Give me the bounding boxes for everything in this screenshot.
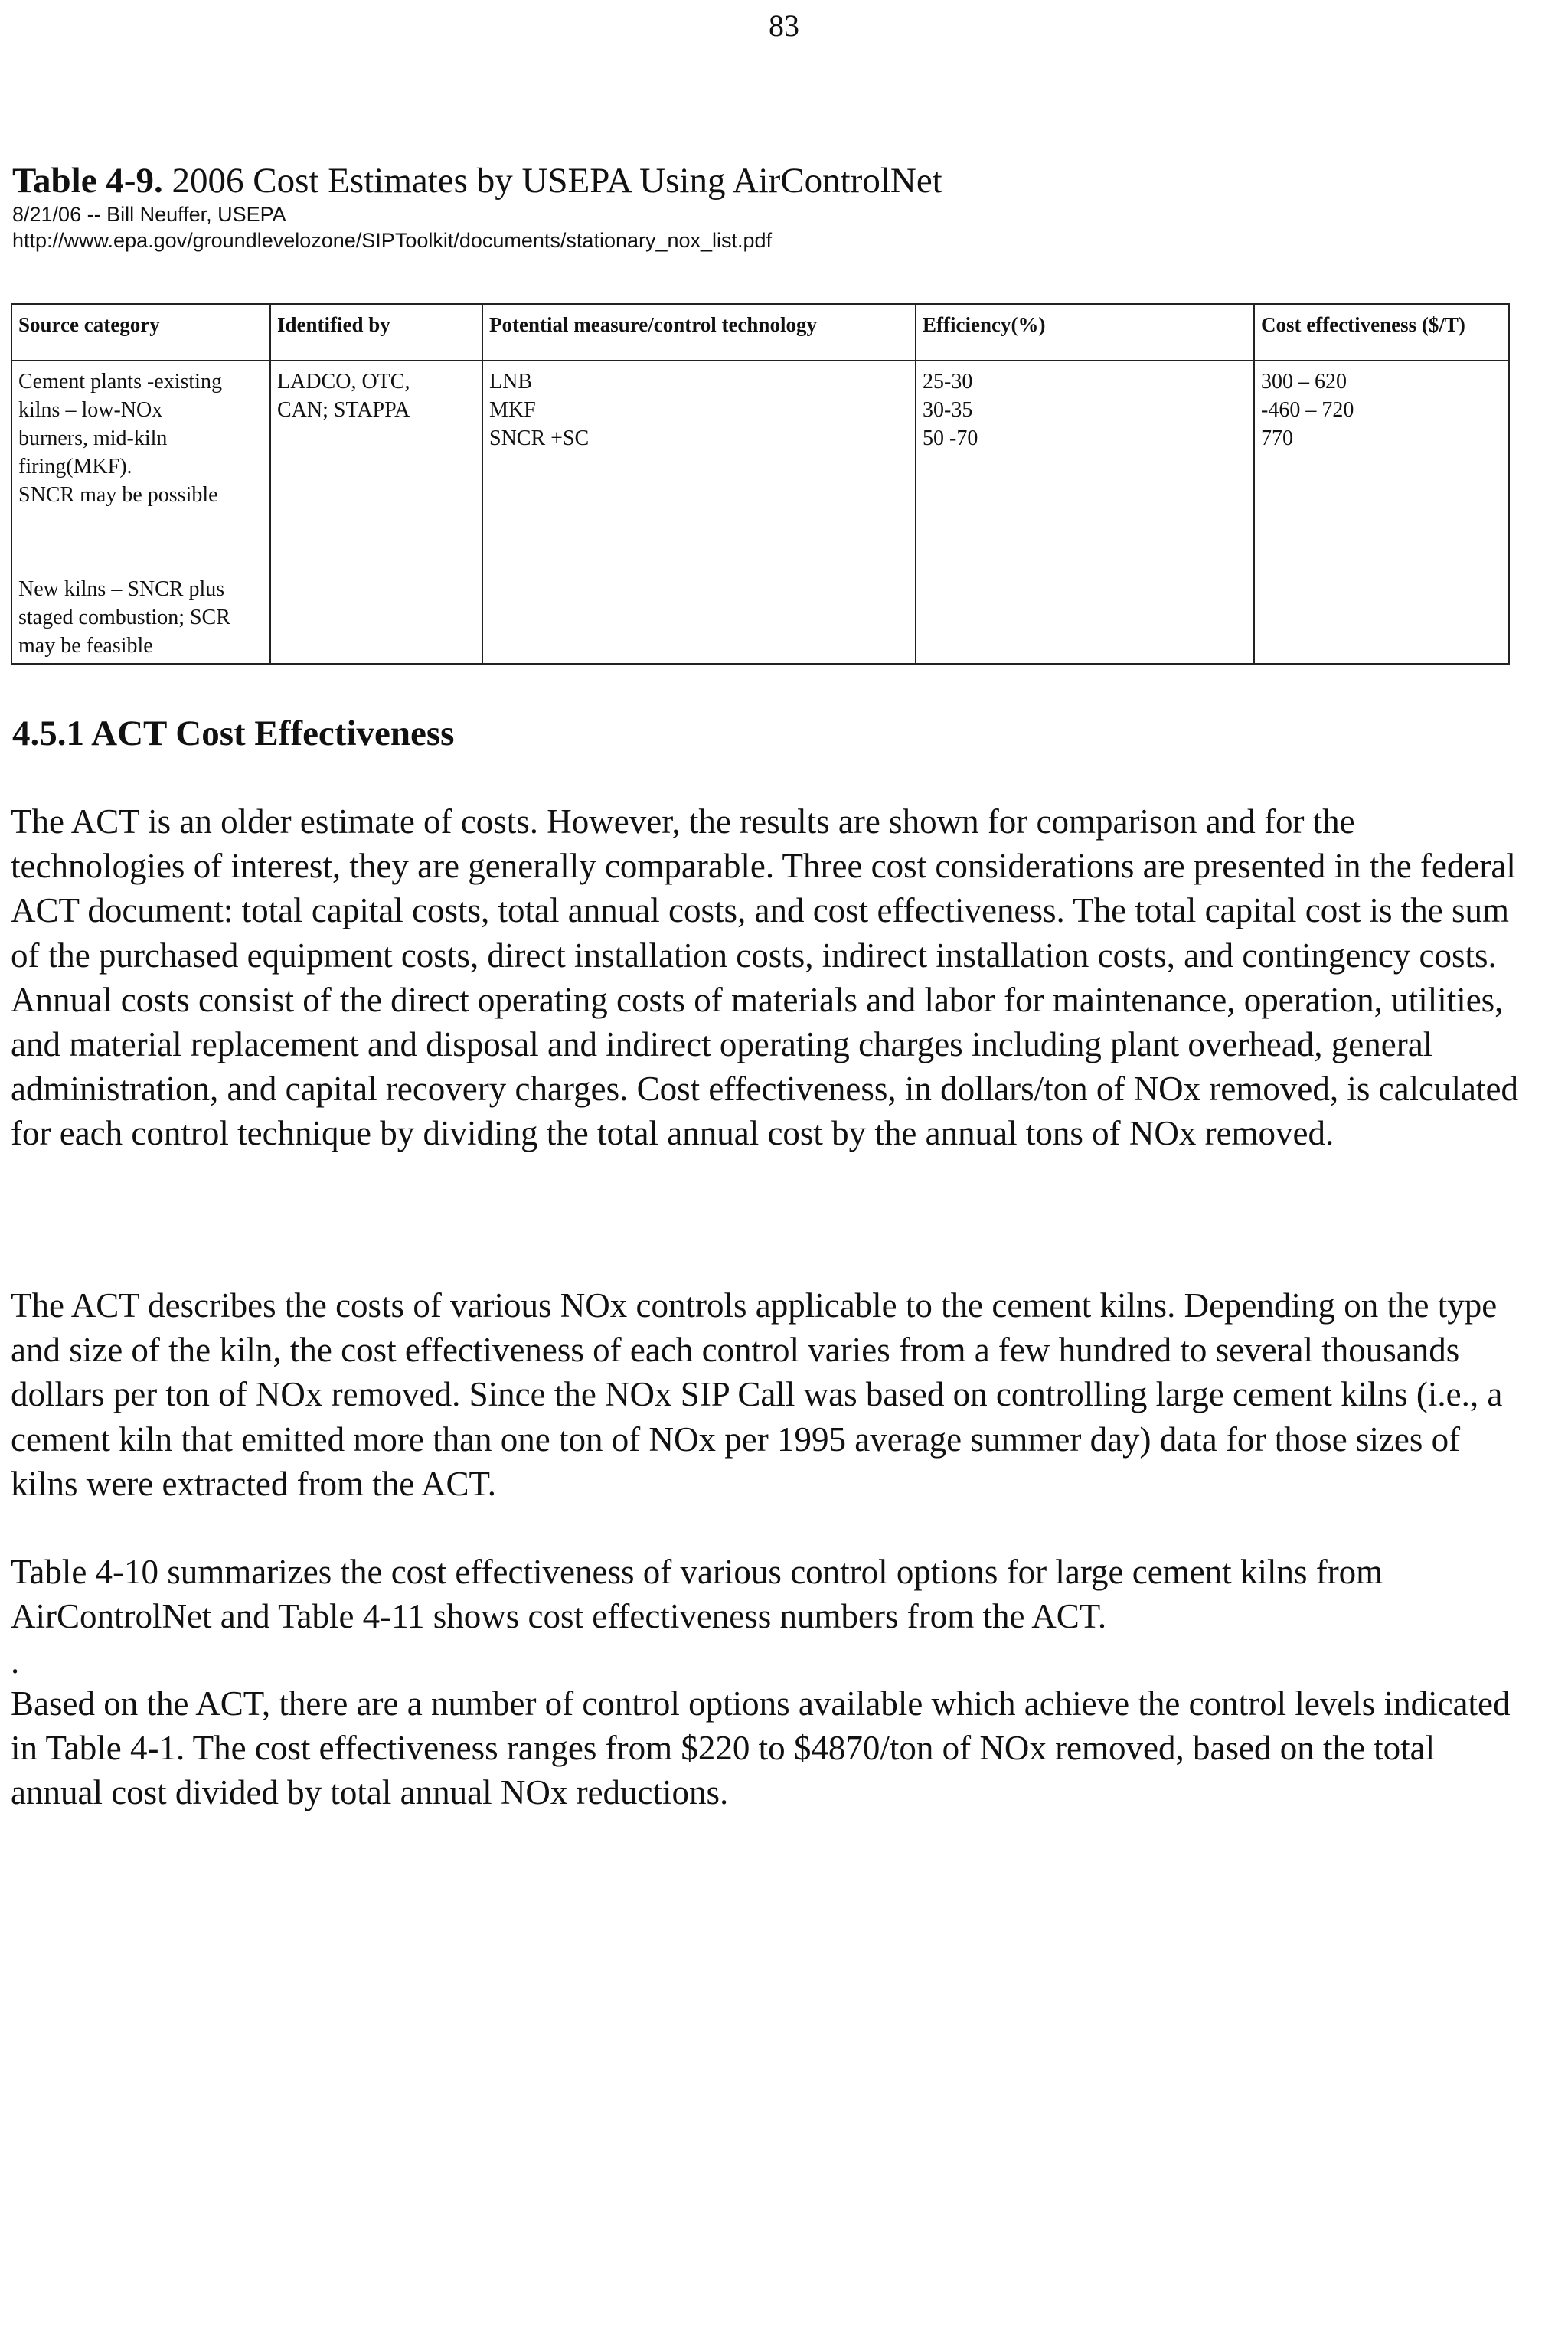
table-caption [12,159,942,202]
cell-cost-effectiveness [1254,361,1509,569]
cell-source-category [11,569,270,664]
table-source-url: http://www.epa.gov/groundlevelozone/SIPToolkit/documents/stationary_nox_list.pdf [12,229,773,252]
cell-identified-by [270,569,482,664]
cell-line: firing(MKF). [18,455,132,479]
cell-control-technology [482,361,916,569]
table-header-row [11,304,1509,361]
cell-spacer [18,509,263,537]
body-paragraph: Table 4-10 summarizes the cost effectiveness of various control options for large cement kilns from AirControlNet and Table 4-11 shows cost effectiveness numbers from the ACT. [11,1553,1383,1636]
stray-mark: . [11,1642,20,1681]
cell-line: Cement plants -existing [18,370,222,394]
body-paragraph: Based on the ACT, there are a number of control options available which achieve the control levels indicated in Table 4-1. The cost effectiveness ranges from $220 to $4870/ton of NOx removed, based on the total annual cost divided by total annual NOx reductions. [11,1684,1511,1812]
body-paragraph: The ACT describes the costs of various NOx controls applicable to the cement kilns. Depending on the type and size of the kiln, the cost effectiveness of each control varies from a few hundred to several thousands dollars per ton of NOx removed. Since the NOx SIP Call was based on controlling large cement kilns (i.e., a cement kiln that emitted more than one ton of NOx per 1995 average summer day) data for those sizes of kilns were extracted from the ACT. [11,1286,1503,1503]
cell-line: 50 -70 [923,426,978,450]
cell-line: -460 – 720 [1261,398,1354,422]
cell-line: kilns – low-NOx [18,398,163,422]
cell-line: New kilns – SNCR plus [18,577,225,601]
cell-line: 30-35 [923,398,973,422]
body-paragraph: The ACT is an older estimate of costs. However, the results are shown for comparison and for the technologies of interest, they are generally comparable. Three cost considerations are presented in the federal ACT document: total capital costs, total annual costs, and cost effectiveness. The total capital cost is the sum of the purchased equipment costs, direct installation costs, indirect installation costs, and contingency costs. Annual costs consist of the direct operating costs of materials and labor for maintenance, operation, utilities, and material replacement and disposal and indirect operating charges including plant overhead, general administration, and capital recovery charges. Cost effectiveness, in dollars/ton of NOx removed, is calculated for each control technique by dividing the total annual cost by the annual tons of NOx removed. [11,802,1518,1153]
cell-line: 25-30 [923,370,973,394]
cell-source-category [11,361,270,569]
section-heading: 4.5.1 ACT Cost Effectiveness [12,714,455,753]
cell-line: LNB [489,370,532,394]
header-control-technology: Potential measure/control technology [482,304,916,361]
cell-line: SNCR +SC [489,426,590,450]
table-caption-title: 2006 Cost Estimates by USEPA Using AirControlNet [162,161,942,201]
cell-spacer [18,537,263,566]
cell-line: 300 – 620 [1261,370,1347,394]
cell-line: burners, mid-kiln [18,426,168,450]
table-row [11,569,1509,664]
cell-line: SNCR may be possible [18,483,218,507]
cell-control-technology [482,569,916,664]
header-source-category: Source category [11,304,270,361]
header-efficiency: Efficiency(%) [916,304,1254,361]
cell-cost-effectiveness [1254,569,1509,664]
cell-line: staged combustion; SCR [18,606,230,629]
cell-efficiency [916,569,1254,664]
table-row [11,361,1509,569]
cell-line: may be feasible [18,634,153,658]
cell-identified-by [270,361,482,569]
header-cost-effectiveness: Cost effectiveness ($/T) [1254,304,1509,361]
table-caption-label: Table 4-9. [12,161,163,201]
cost-estimates-table [11,303,1510,665]
cell-line: MKF [489,398,536,422]
cell-efficiency [916,361,1254,569]
cell-line: 770 [1261,426,1293,450]
page-number: 83 [769,8,799,43]
header-identified-by: Identified by [270,304,482,361]
cell-line: CAN; STAPPA [277,398,410,422]
table-source-author: 8/21/06 -- Bill Neuffer, USEPA [12,203,286,226]
cell-line: LADCO, OTC, [277,370,410,394]
